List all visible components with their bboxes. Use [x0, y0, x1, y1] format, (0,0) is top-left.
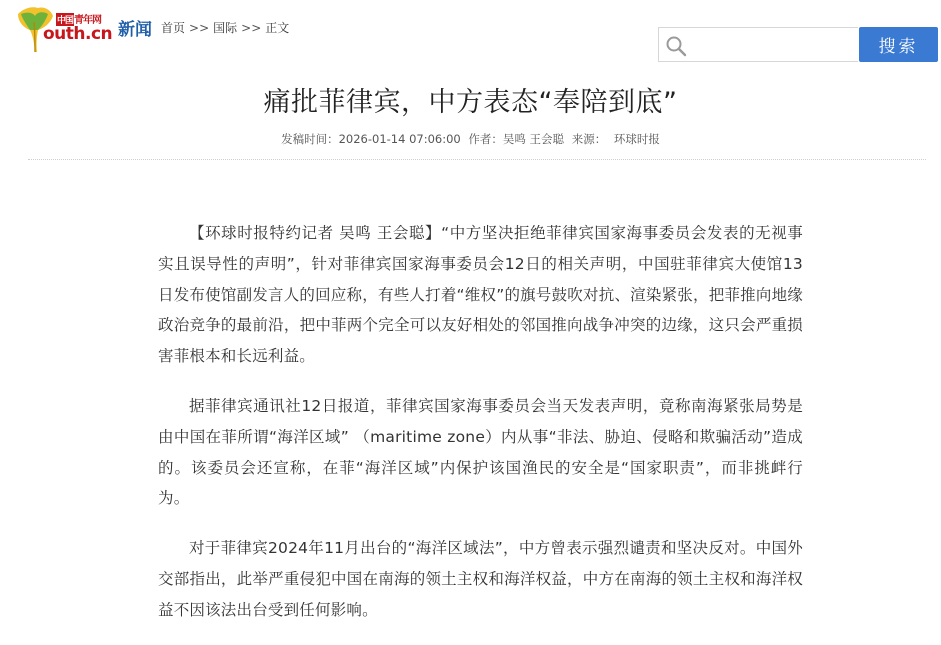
breadcrumb-international[interactable]: 国际	[213, 21, 238, 35]
publish-time-label: 发稿时间：	[281, 132, 339, 146]
author-label: 作者：	[468, 132, 503, 146]
article-paragraph: 【环球时报特约记者 吴鸣 王会聪】“中方坚决拒绝菲律宾国家海事委员会发表的无视事实且误导性的声明”，针对菲律宾国家海事委员会12日的相关声明，中国驻菲律宾大使馆13日发布使馆副发言人的回应称，有些人打着“维权”的旗号鼓吹对抗、渲染紧张，把菲推向地缘政治竞争的最前沿，把中菲两个完全可以友好相处的邻国推向战争冲突的边缘，这只会严重损害菲根本和长远利益。	[158, 224, 803, 366]
breadcrumb-separator: >>	[189, 21, 210, 35]
search-icon	[665, 35, 687, 57]
source[interactable]: 环球时报	[613, 132, 660, 146]
logo-english-text: outh.cn	[43, 24, 113, 44]
source-label: 来源：	[571, 132, 607, 146]
author: 吴鸣 王会聪	[502, 132, 565, 146]
channel-title[interactable]: 新闻	[118, 20, 152, 40]
publish-time: 2026-01-14 07:06:00	[338, 132, 461, 146]
site-header	[0, 0, 941, 70]
breadcrumb-home[interactable]: 首页	[161, 21, 186, 35]
article-paragraph: 据菲律宾通讯社12日报道，菲律宾国家海事委员会当天发表声明，竟称南海紧张局势是由中国在菲所谓“海洋区域” （maritime zone）内从事“非法、胁迫、侵略和欺骗活动”造成的。该委员会还宣称，在菲“海洋区域”内保护该国渔民的安全是“国家职责”，而非挑衅行为。	[158, 396, 803, 508]
search-input[interactable]	[693, 32, 857, 59]
search-button[interactable]: 搜索	[859, 27, 938, 62]
breadcrumb-current: 正文	[265, 21, 290, 35]
article-paragraph: 对于菲律宾2024年11月出台的“海洋区域法”，中方曾表示强烈谴责和坚决反对。中国外交部指出，此举严重侵犯中国在南海的领土主权和海洋权益，中方在南海的领土主权和海洋权益不因该法出台受到任何影响。	[158, 539, 803, 619]
search-box	[658, 27, 858, 62]
title-divider	[28, 159, 926, 160]
breadcrumb	[161, 19, 289, 36]
article-body	[158, 218, 803, 645]
breadcrumb-separator: >>	[241, 21, 262, 35]
logo-chinese-text: 中国青年网	[57, 15, 102, 26]
article-title: 痛批菲律宾，中方表态“奉陪到底”	[263, 87, 678, 118]
site-logo[interactable]	[16, 2, 113, 54]
article-meta	[0, 131, 941, 147]
